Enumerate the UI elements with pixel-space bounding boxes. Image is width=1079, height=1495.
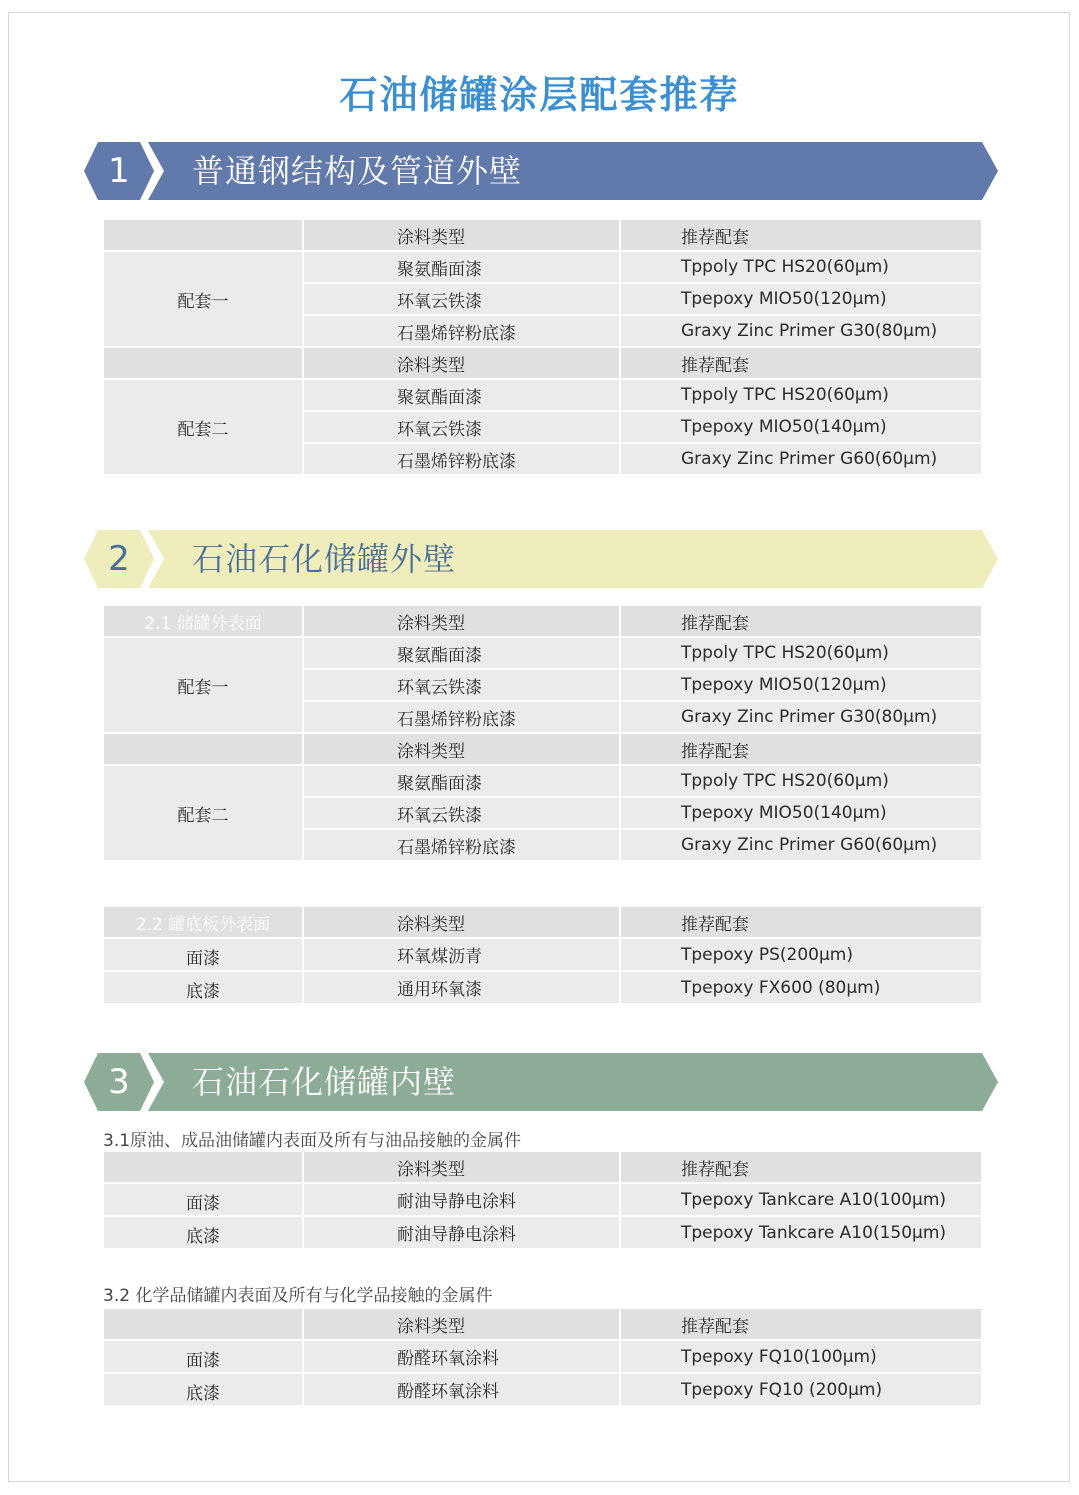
table-row [103, 637, 982, 669]
table-row [103, 1183, 982, 1216]
section-1-banner [84, 142, 998, 200]
coating-system: Tpepoxy MIO50(140μm) [620, 797, 982, 829]
section-3-title: 石油石化储罐内壁 [192, 1063, 457, 1101]
layer-name: 面漆 [103, 938, 303, 971]
section-2-number: 2 [108, 539, 130, 579]
header-system: 推荐配套 [620, 605, 982, 637]
section-1-title: 普通钢结构及管道外壁 [192, 152, 523, 190]
coating-type: 石墨烯锌粉底漆 [303, 315, 620, 347]
coating-system: Graxy Zinc Primer G30(80μm) [620, 701, 982, 733]
page-title: 石油储罐涂层配套推荐 [339, 73, 740, 117]
header-empty-cell [103, 347, 303, 379]
section-3-1-table [102, 1150, 983, 1250]
coating-system: Tppoly TPC HS20(60μm) [620, 765, 982, 797]
coating-system: Tppoly TPC HS20(60μm) [620, 637, 982, 669]
system-name: 配套一 [103, 637, 303, 733]
subsection-3-1-title: 3.1原油、成品油储罐内表面及所有与油品接触的金属件 [103, 1131, 522, 1151]
header-type: 涂料类型 [303, 347, 620, 379]
coating-type: 聚氨酯面漆 [303, 379, 620, 411]
header-system: 推荐配套 [620, 906, 982, 938]
subsection-label: 2.1 储罐外表面 [103, 605, 303, 637]
layer-name: 底漆 [103, 1373, 303, 1406]
layer-name: 面漆 [103, 1340, 303, 1373]
system-name: 配套一 [103, 251, 303, 347]
coating-type: 石墨烯锌粉底漆 [303, 701, 620, 733]
coating-system: Tpepoxy PS(200μm) [620, 938, 982, 971]
section-1-number: 1 [108, 151, 130, 191]
layer-name: 底漆 [103, 971, 303, 1004]
coating-type: 耐油导静电涂料 [303, 1216, 620, 1249]
coating-system: Tppoly TPC HS20(60μm) [620, 251, 982, 283]
table-header-row [103, 347, 982, 379]
coating-system: Tpepoxy MIO50(120μm) [620, 669, 982, 701]
header-system: 推荐配套 [620, 1308, 982, 1340]
table-header-row [103, 1308, 982, 1340]
coating-system: Tpepoxy FQ10 (200μm) [620, 1373, 982, 1406]
coating-type: 环氧云铁漆 [303, 669, 620, 701]
subsection-3-2-title: 3.2 化学品储罐内表面及所有与化学品接触的金属件 [103, 1286, 493, 1306]
table-row [103, 1340, 982, 1373]
coating-system: Tpepoxy MIO50(140μm) [620, 411, 982, 443]
section-2-2-table [102, 905, 983, 1005]
table-row [103, 938, 982, 971]
table-row [103, 765, 982, 797]
header-system: 推荐配套 [620, 219, 982, 251]
coating-system: Tpepoxy MIO50(120μm) [620, 283, 982, 315]
table-header-row [103, 605, 982, 637]
coating-system: Tpepoxy FQ10(100μm) [620, 1340, 982, 1373]
subsection-label: 2.2 罐底板外表面 [103, 906, 303, 938]
header-type: 涂料类型 [303, 605, 620, 637]
coating-type: 通用环氧漆 [303, 971, 620, 1004]
coating-type: 石墨烯锌粉底漆 [303, 829, 620, 861]
coating-type: 酚醛环氧涂料 [303, 1340, 620, 1373]
table-row [103, 251, 982, 283]
header-empty-cell [103, 1151, 303, 1183]
coating-system: Tpepoxy Tankcare A10(100μm) [620, 1183, 982, 1216]
section-3-2-table [102, 1307, 983, 1407]
coating-type: 酚醛环氧涂料 [303, 1373, 620, 1406]
coating-system: Graxy Zinc Primer G60(60μm) [620, 829, 982, 861]
coating-type: 环氧煤沥青 [303, 938, 620, 971]
layer-name: 底漆 [103, 1216, 303, 1249]
table-header-row [103, 906, 982, 938]
section-2-banner [84, 530, 998, 588]
coating-type: 环氧云铁漆 [303, 283, 620, 315]
system-name: 配套二 [103, 765, 303, 861]
header-type: 涂料类型 [303, 733, 620, 765]
coating-system: Tpepoxy Tankcare A10(150μm) [620, 1216, 982, 1249]
coating-type: 聚氨酯面漆 [303, 251, 620, 283]
system-name: 配套二 [103, 379, 303, 475]
table-header-row [103, 1151, 982, 1183]
coating-type: 环氧云铁漆 [303, 797, 620, 829]
coating-system: Graxy Zinc Primer G60(60μm) [620, 443, 982, 475]
header-type: 涂料类型 [303, 219, 620, 251]
header-empty-cell [103, 1308, 303, 1340]
section-2-title: 石油石化储罐外壁 [192, 540, 457, 578]
section-3-number: 3 [108, 1062, 130, 1102]
coating-type: 石墨烯锌粉底漆 [303, 443, 620, 475]
header-system: 推荐配套 [620, 347, 982, 379]
coating-type: 环氧云铁漆 [303, 411, 620, 443]
table-row [103, 1373, 982, 1406]
header-type: 涂料类型 [303, 1308, 620, 1340]
coating-system: Graxy Zinc Primer G30(80μm) [620, 315, 982, 347]
section-1-table [102, 218, 983, 476]
header-type: 涂料类型 [303, 906, 620, 938]
coating-system: Tpepoxy FX600 (80μm) [620, 971, 982, 1004]
table-header-row [103, 733, 982, 765]
layer-name: 面漆 [103, 1183, 303, 1216]
coating-system: Tppoly TPC HS20(60μm) [620, 379, 982, 411]
section-2-1-table [102, 604, 983, 862]
coating-type: 聚氨酯面漆 [303, 637, 620, 669]
coating-type: 聚氨酯面漆 [303, 765, 620, 797]
table-row [103, 1216, 982, 1249]
section-3-banner [84, 1053, 998, 1111]
table-row [103, 971, 982, 1004]
header-empty-cell [103, 733, 303, 765]
table-header-row [103, 219, 982, 251]
header-system: 推荐配套 [620, 1151, 982, 1183]
coating-type: 耐油导静电涂料 [303, 1183, 620, 1216]
header-empty-cell [103, 219, 303, 251]
header-system: 推荐配套 [620, 733, 982, 765]
table-row [103, 379, 982, 411]
header-type: 涂料类型 [303, 1151, 620, 1183]
